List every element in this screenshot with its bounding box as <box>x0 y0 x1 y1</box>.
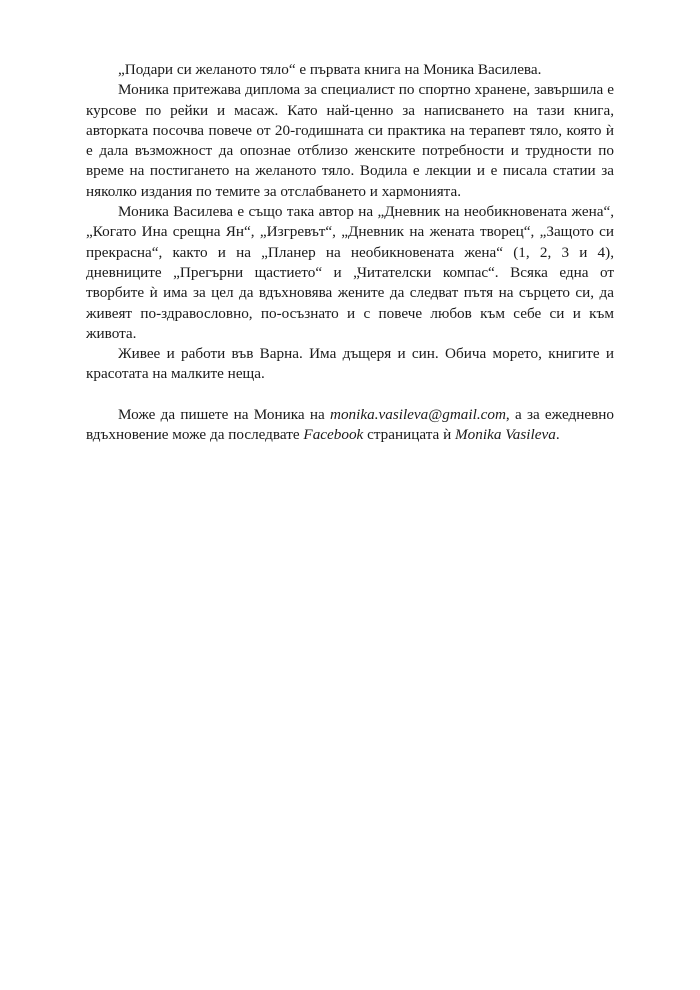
bio-paragraph-book-intro: „Подари си желаното тяло“ е първата книга на Моника Василева. <box>118 61 542 78</box>
contact-end-text: . <box>555 426 560 444</box>
bio-paragraph-contact <box>86 405 614 446</box>
contact-middle-text: , а за ежедневно вдъхновение може да последвате <box>86 405 614 444</box>
bio-paragraph-other-works: Моника Василева е също така автор на „Дневник на необикновената жена“, „Когато Ина срещна Ян“, „Изгревът“, „Дневник на жената творец“, „Защото си прекрасна“, както и на „Планер на необикновената жена“ (1, 2, 3 и 4), дневниците „Прегърни щастието“ и „Читателски компас“. Всяка една от творбите ѝ има за цел да вдъхновява жените да следват пътя на сърцето си, да живеят по-здравословно, по-осъзнато и с повече любов към себе си и към живота. <box>86 203 614 342</box>
contact-page-text: страницата ѝ <box>363 426 456 444</box>
author-bio <box>86 60 614 445</box>
bio-paragraph-personal: Живее и работи във Варна. Има дъщеря и син. Обича морето, книгите и красотата на малките неща. <box>86 345 614 383</box>
bio-paragraph-credentials: Моника притежава диплома за специалист по спортно хранене, завършила е курсове по рейки и масаж. Като най-ценно за написването на тази книга, авторката посочва повече от 20-годишната си практика на терапевт тяло, която ѝ е дала възможност да опознае отблизо женските потребности и трудности по време на постигането на желаното тяло. Водила е лекции и е писала статии за няколко издания по темите за отслабването и хармонията. <box>86 81 614 200</box>
email-link[interactable]: monika.vasileva@gmail.com <box>329 405 506 423</box>
facebook-text: Facebook <box>303 426 364 444</box>
contact-intro-text: Може да пишете на Моника на <box>118 405 330 423</box>
facebook-page-name: Monika Vasileva <box>455 426 556 444</box>
